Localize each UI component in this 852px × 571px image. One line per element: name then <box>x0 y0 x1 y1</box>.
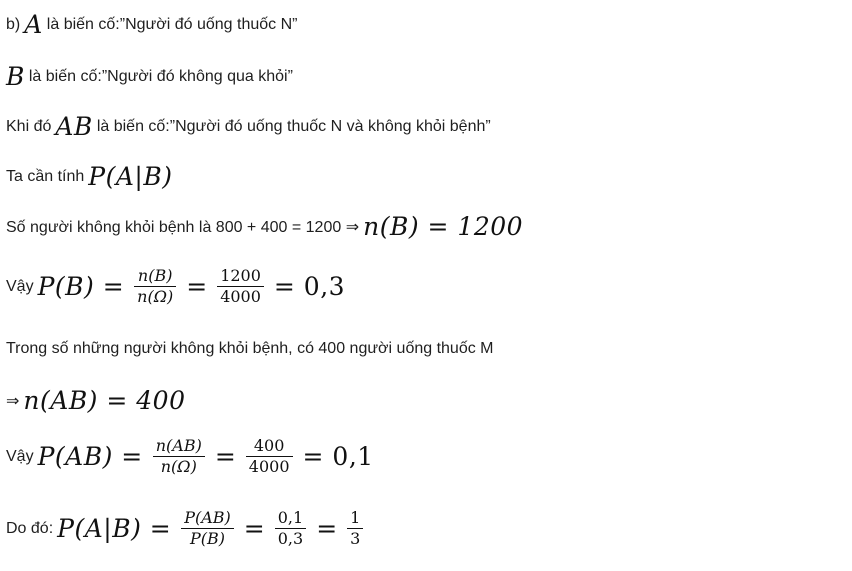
fraction-numerator: 1200 <box>220 266 261 285</box>
fraction-400-over-4000 <box>246 436 293 477</box>
line-define-ab <box>6 112 491 141</box>
equals-sign: = <box>214 442 236 471</box>
math-count-ab: n(AB) = 400 <box>23 386 186 415</box>
fraction-1200-over-4000 <box>217 266 264 307</box>
goal-lead: Ta cần tính <box>6 167 85 185</box>
define-ab-lead: Khi đó <box>6 117 52 135</box>
math-prob-b-result: = 0,3 <box>273 272 346 301</box>
prob-ab-lead: Vậy <box>6 447 34 465</box>
line-count-b <box>6 212 527 241</box>
line-conditional <box>6 508 369 549</box>
line-define-b <box>6 62 293 91</box>
math-ab: AB <box>55 112 93 141</box>
math-goal: P(A|B) <box>88 162 173 191</box>
fraction-n-ab-over-n-omega <box>153 436 205 477</box>
math-prob-ab-lhs: P(AB) = <box>37 442 143 471</box>
line-goal <box>6 162 176 191</box>
fraction-denominator: P(B) <box>189 529 225 548</box>
fraction-numerator: n(B) <box>137 266 173 285</box>
fraction-denominator: 0,3 <box>277 529 304 548</box>
fraction-denominator: 4000 <box>248 457 290 476</box>
math-b: B <box>6 62 25 91</box>
prob-b-lead: Vậy <box>6 277 34 295</box>
line-define-a <box>6 10 297 39</box>
fraction-0-1-over-0-3 <box>275 508 306 549</box>
fraction-numerator: n(AB) <box>155 436 202 455</box>
line-prob-ab <box>6 436 378 477</box>
fraction-denominator: n(Ω) <box>160 457 197 476</box>
fraction-numerator: P(AB) <box>184 508 231 527</box>
fraction-numerator: 0,1 <box>277 508 304 527</box>
line-count-ab <box>6 386 190 415</box>
line-prob-b <box>6 266 349 307</box>
define-a-text: là biến cố:”Người đó uống thuốc N” <box>46 15 298 33</box>
math-count-b: n(B) = 1200 <box>363 212 524 241</box>
implies-arrow: ⇒ <box>6 392 20 410</box>
equals-sign: = <box>243 514 265 543</box>
fraction-n-b-over-n-omega <box>134 266 176 307</box>
fraction-denominator: 4000 <box>220 287 261 306</box>
fraction-denominator: 3 <box>350 529 361 548</box>
fraction-p-ab-over-p-b <box>181 508 234 549</box>
count-ab-text: Trong số những người không khỏi bệnh, có 400 người uống thuốc M <box>6 340 494 357</box>
define-b-text: là biến cố:”Người đó không qua khỏi” <box>28 67 293 85</box>
math-a: A <box>24 10 43 39</box>
define-ab-text: là biến cố:”Người đó uống thuốc N và không khỏi bệnh” <box>96 117 491 135</box>
fraction-numerator: 1 <box>350 508 361 527</box>
fraction-denominator: n(Ω) <box>137 287 174 306</box>
fraction-1-over-3 <box>347 508 363 549</box>
math-prob-ab-result: = 0,1 <box>302 442 374 471</box>
math-conditional-lhs: P(A|B) = <box>57 514 172 543</box>
count-b-lead: Số người không khỏi bệnh là 800 + 400 = 1200 ⇒ <box>6 218 360 236</box>
part-label: b) <box>6 15 21 33</box>
equals-sign: = <box>186 272 208 301</box>
conditional-lead: Do đó: <box>6 519 54 537</box>
math-prob-b-lhs: P(B) = <box>37 272 125 301</box>
fraction-numerator: 400 <box>253 436 285 455</box>
equals-sign: = <box>316 514 338 543</box>
line-count-ab-text <box>6 340 494 358</box>
